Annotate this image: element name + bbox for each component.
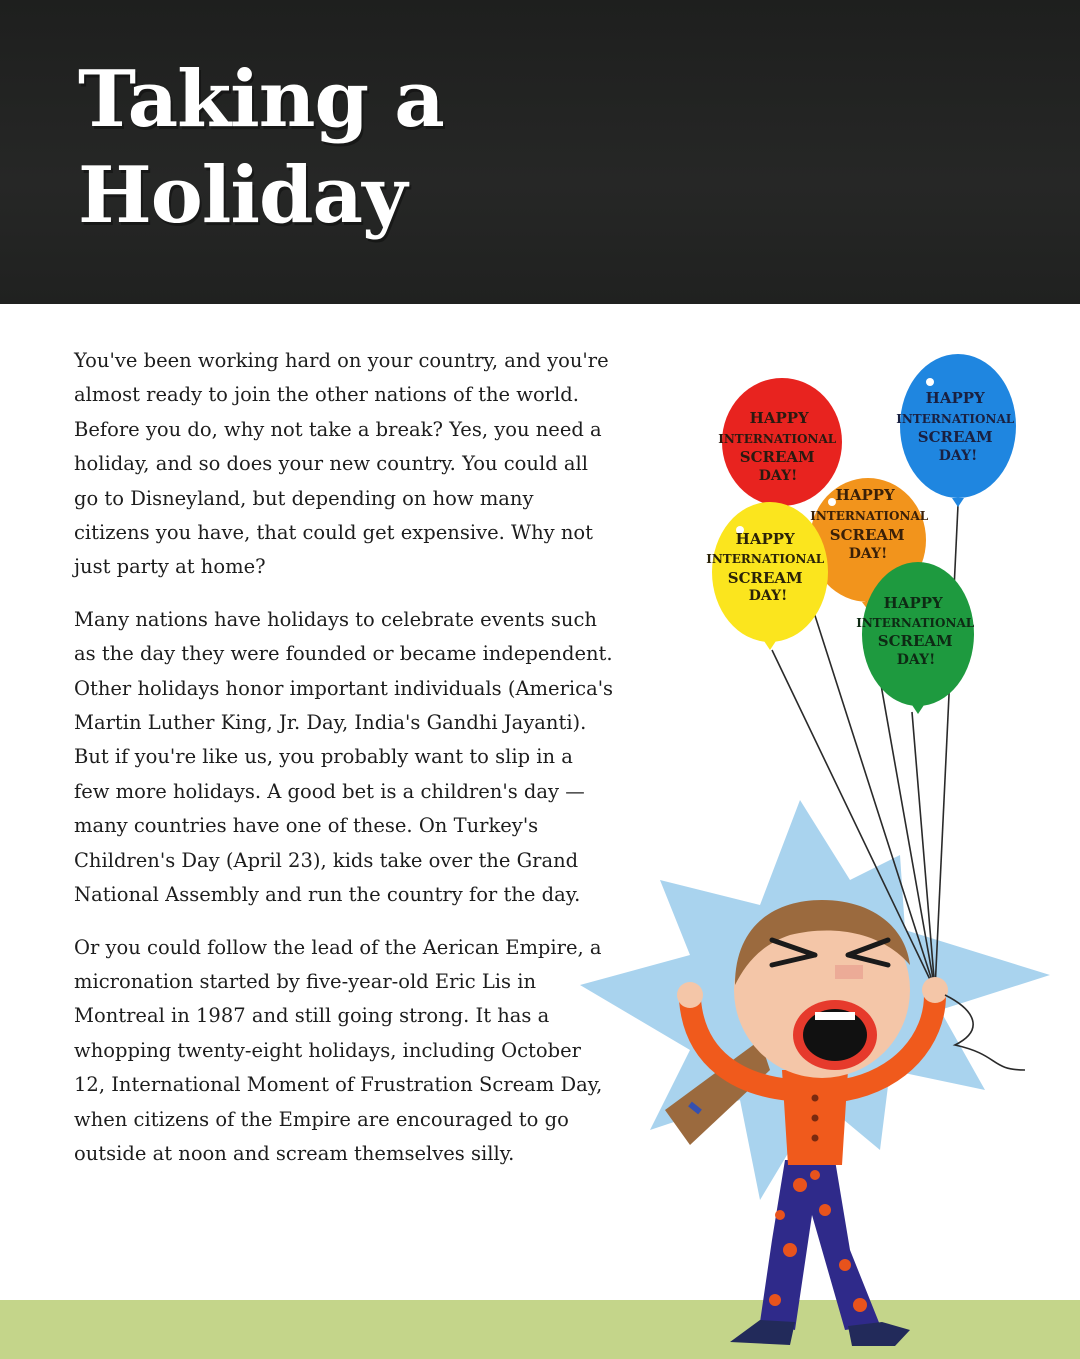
- balloon-red-line-4: DAY!: [758, 468, 798, 484]
- balloon-green-line-4: DAY!: [896, 652, 936, 668]
- balloon-yellow-line-4: DAY!: [748, 588, 788, 604]
- title-line-1: Taking a: [78, 54, 444, 145]
- balloon-yellow-line-2: INTERNATIONAL: [706, 552, 825, 566]
- paragraph-1: You've been working hard on your country, and you're almost ready to join the other nations of the world. Before you do, why not take a break? Yes, you need a holiday, and so does your new country. You could all go to Disneyland, but depending on how many citizens you have, that could get expensive. Why not just party at home?: [74, 349, 609, 579]
- balloon-green-line-2: INTERNATIONAL: [856, 616, 975, 630]
- balloon-blue-line-2: INTERNATIONAL: [896, 412, 1015, 426]
- balloon-red-line-2: INTERNATIONAL: [718, 432, 837, 446]
- balloon-green-line-3: SCREAM: [877, 632, 953, 650]
- balloon-red: [718, 378, 842, 514]
- balloon-yellow: [706, 502, 830, 650]
- balloon-red-line-3: SCREAM: [739, 448, 815, 466]
- balloon-orange-line-4: DAY!: [848, 546, 888, 562]
- title-line-2: Holiday: [78, 150, 407, 241]
- balloon-orange-line-3: SCREAM: [829, 526, 905, 544]
- balloon-orange-line-1: HAPPY: [835, 486, 895, 504]
- paragraph-2: Many nations have holidays to celebrate events such as the day they were founded or became independent. Other holidays honor important individuals (America's Martin Luther King, Jr. Day, India's Gandhi Jayanti). But if you're like us, you probably want to slip in a few more holidays. A good bet is a children's day — many countries have one of these. On Turkey's Children's Day (April 23), kids take over the Grand National Assembly and run the country for the day.: [74, 607, 614, 907]
- balloon-yellow-line-1: HAPPY: [735, 530, 795, 548]
- balloon-orange-line-2: INTERNATIONAL: [810, 509, 929, 523]
- balloon-blue-line-4: DAY!: [938, 448, 978, 464]
- balloon-yellow-line-3: SCREAM: [727, 569, 803, 587]
- balloon-blue: [896, 354, 1020, 507]
- balloon-blue-line-3: SCREAM: [917, 428, 993, 446]
- balloon-green-line-1: HAPPY: [883, 594, 943, 612]
- balloon-blue-line-1: HAPPY: [925, 389, 985, 407]
- balloon-red-line-1: HAPPY: [749, 409, 809, 427]
- paragraph-3: Or you could follow the lead of the Aerican Empire, a micronation started by five-year-old Eric Lis in Montreal in 1987 and still going strong. It has a whopping twenty-eight holidays, including October 12, International Moment of Frustration Scream Day, when citizens of the Empire are encouraged to go outside at noon and scream themselves silly.: [74, 935, 603, 1165]
